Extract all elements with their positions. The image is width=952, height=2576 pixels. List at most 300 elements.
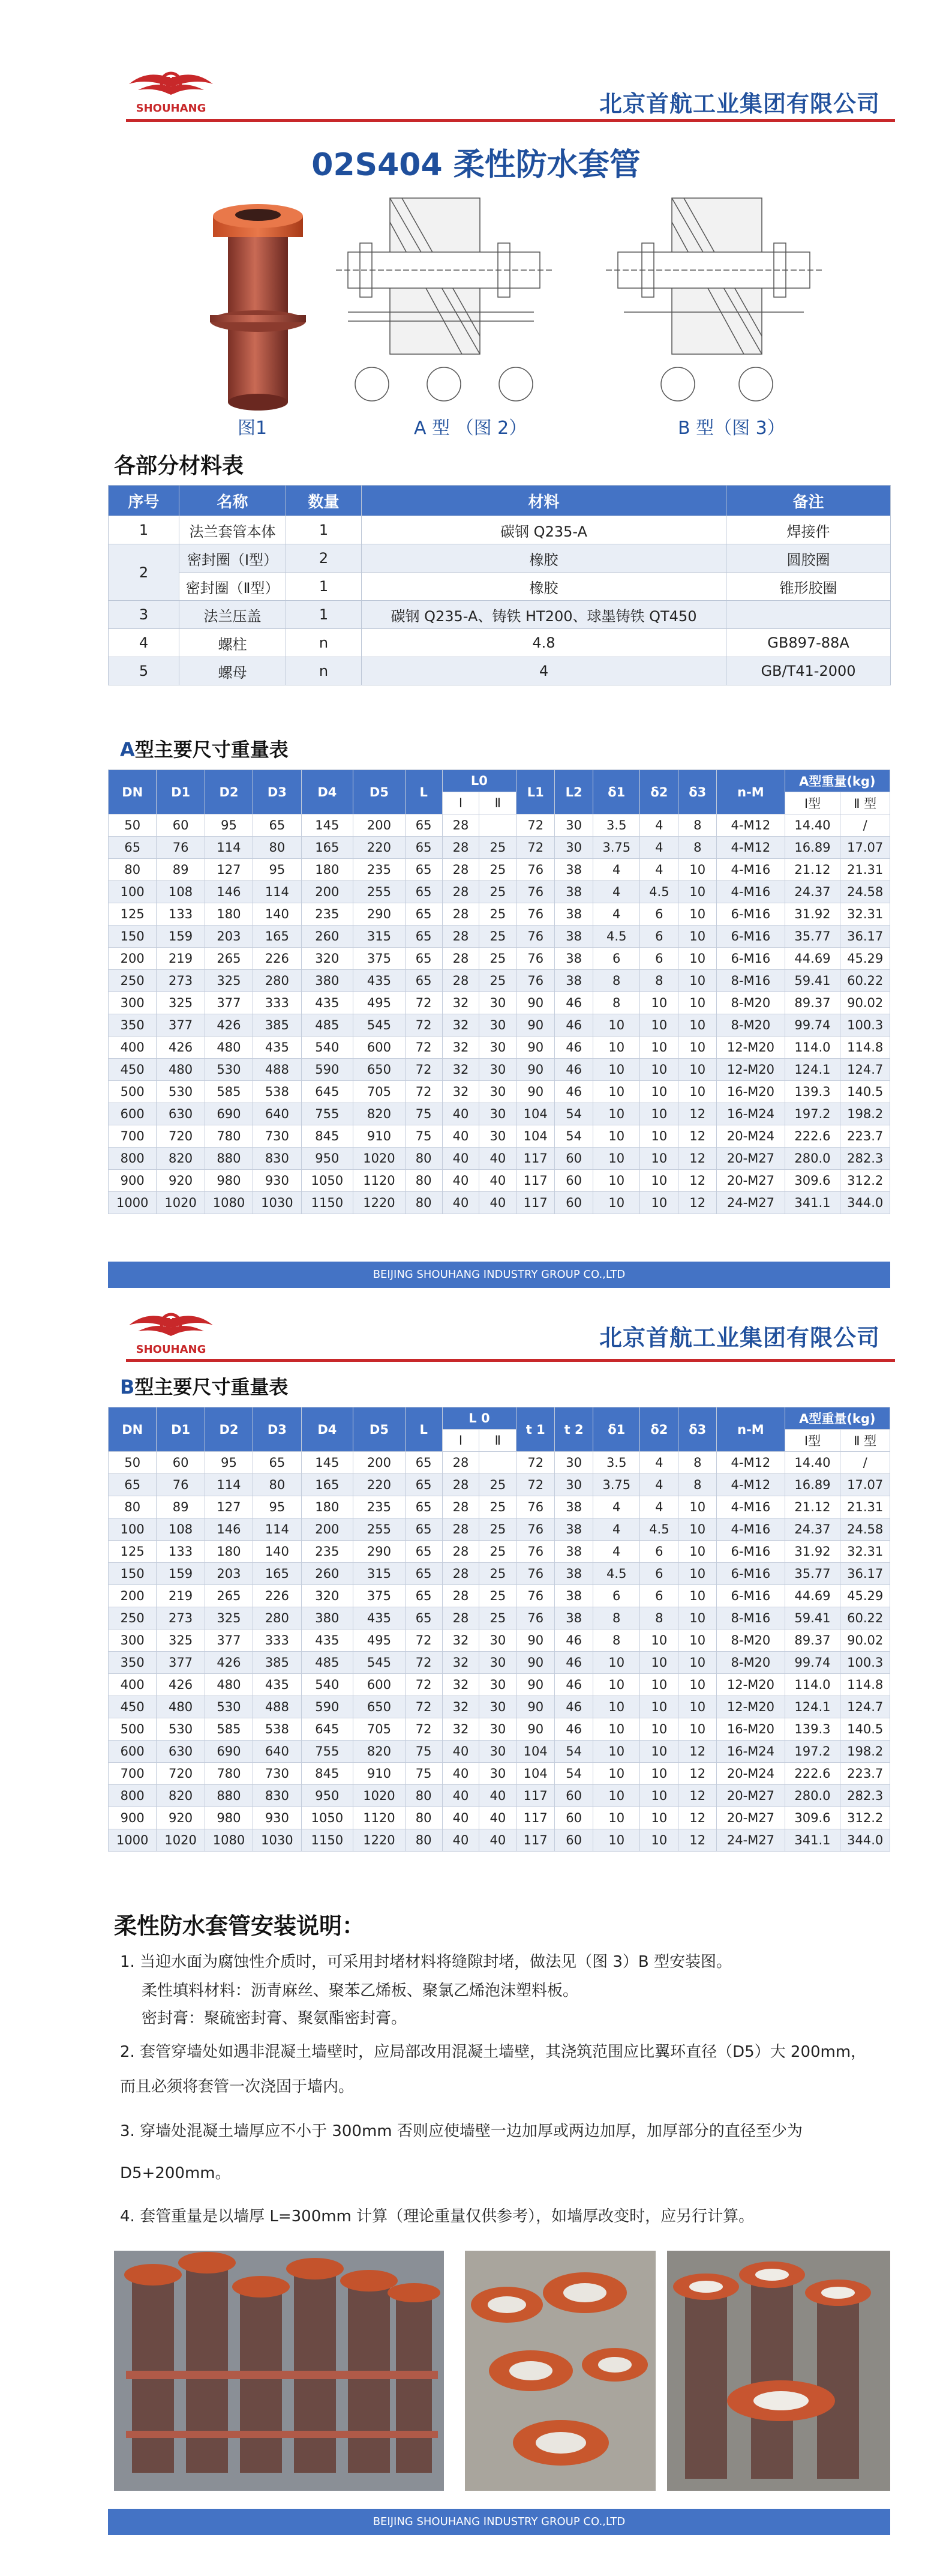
cell: 315 xyxy=(353,1563,406,1585)
cell: 133 xyxy=(157,1541,205,1563)
table-row xyxy=(109,814,890,837)
cell: 54 xyxy=(555,1741,593,1763)
cell: 350 xyxy=(109,1652,157,1674)
cell: 6 xyxy=(640,925,678,948)
cell: 426 xyxy=(157,1674,205,1696)
cell: 14.40 xyxy=(785,1452,840,1474)
cell: 75 xyxy=(405,1125,442,1148)
cell: 10 xyxy=(678,1696,717,1718)
cell: 585 xyxy=(205,1081,253,1103)
cell: 65 xyxy=(405,925,442,948)
cell: 485 xyxy=(301,1014,353,1037)
cell: 780 xyxy=(205,1125,253,1148)
cell: 10 xyxy=(640,1652,678,1674)
cell xyxy=(479,814,516,837)
cell: 8 xyxy=(593,970,640,992)
cell: 80 xyxy=(405,1148,442,1170)
cell: 46 xyxy=(555,1081,593,1103)
cell: 10 xyxy=(640,1807,678,1829)
cell: 80 xyxy=(405,1785,442,1807)
cell: 480 xyxy=(157,1059,205,1081)
col-header: L 0 xyxy=(442,1407,516,1430)
cell: 4-M12 xyxy=(717,1452,785,1474)
cell: 32 xyxy=(442,1037,479,1059)
cell: 910 xyxy=(353,1125,406,1148)
table-row xyxy=(109,1652,890,1674)
cell: 6 xyxy=(640,1563,678,1585)
cell: 1120 xyxy=(353,1170,406,1192)
cell: 80 xyxy=(405,1192,442,1214)
cell: 600 xyxy=(109,1741,157,1763)
cell: 203 xyxy=(205,925,253,948)
table-row xyxy=(109,1585,890,1607)
cell: 20-M24 xyxy=(717,1763,785,1785)
materials-table xyxy=(108,485,891,685)
col-subheader: Ⅰ xyxy=(442,792,479,814)
cell: 38 xyxy=(555,948,593,970)
cell: 10 xyxy=(593,1829,640,1852)
cell: 226 xyxy=(253,1585,301,1607)
cell: 10 xyxy=(593,1718,640,1741)
cell: 10 xyxy=(640,1059,678,1081)
cell: 600 xyxy=(353,1674,406,1696)
install-note-3-cont: D5+200mm。 xyxy=(120,2164,231,2182)
cell: 40 xyxy=(479,1785,516,1807)
cell: 36.17 xyxy=(840,1563,890,1585)
cell: 950 xyxy=(301,1148,353,1170)
cell: 72 xyxy=(405,1014,442,1037)
cell: 32.31 xyxy=(840,903,890,925)
cell: 8 xyxy=(678,1452,717,1474)
cell: 426 xyxy=(157,1037,205,1059)
cell: 38 xyxy=(555,903,593,925)
cell: 3.75 xyxy=(593,837,640,859)
install-note-3: 3. 穿墙处混凝土墙厚应不小于 300mm 否则应使墙壁一边加厚或两边加厚，加厚部分的直径至少为 xyxy=(120,2122,803,2140)
cell: 377 xyxy=(157,1014,205,1037)
cell: 28 xyxy=(442,837,479,859)
table-row xyxy=(109,970,890,992)
cell: 10 xyxy=(678,1607,717,1630)
cell: 65 xyxy=(109,1474,157,1496)
cell: 585 xyxy=(205,1718,253,1741)
cell: 16-M24 xyxy=(717,1741,785,1763)
cell: 46 xyxy=(555,1674,593,1696)
cell: 540 xyxy=(301,1674,353,1696)
cell: 980 xyxy=(205,1170,253,1192)
cell: 圆胶圈 xyxy=(726,544,891,573)
cell: 235 xyxy=(353,1496,406,1518)
cell: 10 xyxy=(593,1148,640,1170)
cell: 10 xyxy=(593,1652,640,1674)
cell: 435 xyxy=(301,1630,353,1652)
cell: 12 xyxy=(678,1192,717,1214)
cell: 16-M20 xyxy=(717,1718,785,1741)
cell: 341.1 xyxy=(785,1192,840,1214)
cell: 28 xyxy=(442,881,479,903)
cell: 250 xyxy=(109,1607,157,1630)
cell: 72 xyxy=(405,1630,442,1652)
cell: 10 xyxy=(678,1630,717,1652)
cell: 4 xyxy=(640,814,678,837)
cell: 32 xyxy=(442,1674,479,1696)
col-header: D3 xyxy=(253,1407,301,1452)
cell: 235 xyxy=(301,903,353,925)
cell: 645 xyxy=(301,1718,353,1741)
cell: 65 xyxy=(405,1607,442,1630)
cell: 40 xyxy=(479,1148,516,1170)
company-name: 北京首航工业集团有限公司 xyxy=(599,1325,880,1351)
cell: 8 xyxy=(678,1474,717,1496)
cell: 950 xyxy=(301,1785,353,1807)
cell: 40 xyxy=(479,1170,516,1192)
cell: 31.92 xyxy=(785,903,840,925)
cell: 28 xyxy=(442,970,479,992)
cell: 200 xyxy=(109,1585,157,1607)
cell: 140.5 xyxy=(840,1718,890,1741)
cell: 16-M24 xyxy=(717,1103,785,1125)
shouhang-logo xyxy=(123,1301,219,1361)
cell: n xyxy=(286,657,362,685)
cell: 65 xyxy=(405,1541,442,1563)
col-header: D2 xyxy=(205,770,253,814)
cell: 24.37 xyxy=(785,881,840,903)
cell: 4 xyxy=(109,629,179,657)
cell: 25 xyxy=(479,1518,516,1541)
cell: 260 xyxy=(301,925,353,948)
cell: 145 xyxy=(301,814,353,837)
cell: 100.3 xyxy=(840,1652,890,1674)
cell: 250 xyxy=(109,970,157,992)
cell: 54 xyxy=(555,1125,593,1148)
footer-bar-2: BEIJING SHOUHANG INDUSTRY GROUP CO.,LTD xyxy=(108,2509,890,2535)
cell: 10 xyxy=(678,1014,717,1037)
cell: 377 xyxy=(157,1652,205,1674)
cell: 730 xyxy=(253,1763,301,1785)
col-subheader: Ⅰ型 xyxy=(785,1430,840,1452)
col-header: D1 xyxy=(157,1407,205,1452)
cell: 25 xyxy=(479,1585,516,1607)
cell: / xyxy=(840,1452,890,1474)
cell: 65 xyxy=(405,1496,442,1518)
cell: 21.31 xyxy=(840,859,890,881)
cell: 320 xyxy=(301,948,353,970)
cell: 25 xyxy=(479,881,516,903)
cell: 1080 xyxy=(205,1829,253,1852)
shouhang-logo xyxy=(123,60,219,120)
cell: 10 xyxy=(593,1103,640,1125)
cell: 65 xyxy=(405,814,442,837)
cell: 4 xyxy=(593,859,640,881)
cell: 12-M20 xyxy=(717,1059,785,1081)
cell: 180 xyxy=(301,859,353,881)
table-row xyxy=(109,1696,890,1718)
col-header: 材料 xyxy=(362,486,726,516)
cell: 114 xyxy=(205,1474,253,1496)
table-a xyxy=(108,769,890,1214)
cell: 485 xyxy=(301,1652,353,1674)
install-heading: 柔性防水套管安装说明： xyxy=(114,1913,365,1939)
cell: 820 xyxy=(353,1103,406,1125)
cell: 24-M27 xyxy=(717,1192,785,1214)
col-header: L1 xyxy=(516,770,555,814)
cell: 4-M16 xyxy=(717,859,785,881)
cell: 5 xyxy=(109,657,179,685)
cell: 325 xyxy=(205,970,253,992)
table-row xyxy=(109,516,891,544)
cell: 10 xyxy=(593,1192,640,1214)
cell: 830 xyxy=(253,1785,301,1807)
cell: 117 xyxy=(516,1807,555,1829)
cell: 223.7 xyxy=(840,1125,890,1148)
cell: 25 xyxy=(479,903,516,925)
cell: 65 xyxy=(405,948,442,970)
header-1 xyxy=(0,0,952,138)
install-note-4: 4. 套管重量是以墙厚 L=300mm 计算（理论重量仅供参考），如墙厚改变时，应另行计算。 xyxy=(120,2207,755,2225)
cell: 90.02 xyxy=(840,992,890,1014)
cell: 12 xyxy=(678,1807,717,1829)
cell: 8-M20 xyxy=(717,1630,785,1652)
install-note-2: 2. 套管穿墙处如遇非混凝土墙壁时，应局部改用混凝土墙壁，其浇筑范围应比翼环直径（D5）大 200mm， xyxy=(120,2043,867,2061)
cell: 780 xyxy=(205,1763,253,1785)
cell: 4-M12 xyxy=(717,814,785,837)
table-row xyxy=(109,948,890,970)
cell: 60 xyxy=(157,1452,205,1474)
cell: 38 xyxy=(555,881,593,903)
cell: 95 xyxy=(205,1452,253,1474)
table-row xyxy=(109,1170,890,1192)
cell: n xyxy=(286,629,362,657)
cell: 4 xyxy=(640,1452,678,1474)
cell: 4.5 xyxy=(640,1518,678,1541)
cell: 90 xyxy=(516,1674,555,1696)
col-header: δ2 xyxy=(640,770,678,814)
cell: 333 xyxy=(253,992,301,1014)
cell: 30 xyxy=(479,1696,516,1718)
cell: 12-M20 xyxy=(717,1037,785,1059)
cell: 38 xyxy=(555,1585,593,1607)
cell: 90 xyxy=(516,1014,555,1037)
cell: 28 xyxy=(442,1585,479,1607)
cell: 10 xyxy=(678,970,717,992)
cell: 117 xyxy=(516,1785,555,1807)
cell: 235 xyxy=(301,1541,353,1563)
cell: 312.2 xyxy=(840,1807,890,1829)
table-row xyxy=(109,629,891,657)
cell: 200 xyxy=(301,1518,353,1541)
cell: 8-M20 xyxy=(717,992,785,1014)
cell: 200 xyxy=(353,1452,406,1474)
cell: 30 xyxy=(555,1474,593,1496)
col-header: D4 xyxy=(301,770,353,814)
cell: 705 xyxy=(353,1081,406,1103)
cell: 25 xyxy=(479,1541,516,1563)
cell: 40 xyxy=(479,1807,516,1829)
cell: 20-M27 xyxy=(717,1148,785,1170)
cell: 76 xyxy=(516,925,555,948)
cell: 8-M16 xyxy=(717,970,785,992)
cell: 375 xyxy=(353,1585,406,1607)
cell: 124.1 xyxy=(785,1059,840,1081)
cell: 4-M16 xyxy=(717,881,785,903)
cell: 80 xyxy=(405,1807,442,1829)
cell: 2 xyxy=(286,544,362,573)
cell: 75 xyxy=(405,1741,442,1763)
cell: 540 xyxy=(301,1037,353,1059)
cell: 1 xyxy=(286,601,362,629)
table-row xyxy=(109,1785,890,1807)
col-subheader: Ⅰ xyxy=(442,1430,479,1452)
cell: 橡胶 xyxy=(362,573,726,601)
cell: 60.22 xyxy=(840,970,890,992)
cell: 6 xyxy=(593,1585,640,1607)
cell: 800 xyxy=(109,1785,157,1807)
cell: 16-M20 xyxy=(717,1081,785,1103)
table-row xyxy=(109,1125,890,1148)
cell: 1150 xyxy=(301,1192,353,1214)
col-header: n-M xyxy=(717,1407,785,1452)
cell: 20-M27 xyxy=(717,1785,785,1807)
cell: 碳钢 Q235-A、铸铁 HT200、球墨铸铁 QT450 xyxy=(362,601,726,629)
cell: 65 xyxy=(405,859,442,881)
cell: 76 xyxy=(516,970,555,992)
cell: 8 xyxy=(640,970,678,992)
cell: 920 xyxy=(157,1807,205,1829)
cell: 600 xyxy=(109,1103,157,1125)
col-subheader: Ⅱ 型 xyxy=(840,792,890,814)
cell: 830 xyxy=(253,1148,301,1170)
col-subheader: Ⅱ xyxy=(479,1430,516,1452)
cell: 400 xyxy=(109,1037,157,1059)
cell: 690 xyxy=(205,1741,253,1763)
cell: 21.12 xyxy=(785,1496,840,1518)
cell: 104 xyxy=(516,1741,555,1763)
cell: 72 xyxy=(516,1452,555,1474)
cell: 4 xyxy=(640,837,678,859)
cell: 72 xyxy=(516,814,555,837)
cell: 165 xyxy=(301,837,353,859)
cell: 530 xyxy=(205,1059,253,1081)
table-row xyxy=(109,903,890,925)
cell: 95 xyxy=(253,1496,301,1518)
cell: 280.0 xyxy=(785,1785,840,1807)
cell: 114 xyxy=(205,837,253,859)
cell: 800 xyxy=(109,1148,157,1170)
cell: 108 xyxy=(157,881,205,903)
col-header: t 1 xyxy=(516,1407,555,1452)
cell: 10 xyxy=(640,1829,678,1852)
cell: 10 xyxy=(593,1674,640,1696)
cell: 114.8 xyxy=(840,1037,890,1059)
cell: 220 xyxy=(353,1474,406,1496)
cell: 300 xyxy=(109,1630,157,1652)
figure-1-caption: 图1 xyxy=(238,418,268,439)
cell: 145 xyxy=(301,1452,353,1474)
cell: 32 xyxy=(442,1696,479,1718)
cell: 10 xyxy=(593,1037,640,1059)
cell: 10 xyxy=(678,1674,717,1696)
cell: 65 xyxy=(405,1452,442,1474)
table-row xyxy=(109,1148,890,1170)
cell: 8 xyxy=(678,837,717,859)
cell: 20-M27 xyxy=(717,1807,785,1829)
table-row xyxy=(109,657,891,685)
cell: 16.89 xyxy=(785,837,840,859)
cell: 28 xyxy=(442,859,479,881)
table-b xyxy=(108,1407,890,1852)
cell: 450 xyxy=(109,1696,157,1718)
cell: 114.8 xyxy=(840,1674,890,1696)
cell: 3.5 xyxy=(593,814,640,837)
cell: 24.58 xyxy=(840,881,890,903)
cell: 10 xyxy=(678,1081,717,1103)
cell: 820 xyxy=(353,1741,406,1763)
cell: 1 xyxy=(286,516,362,544)
cell: 1020 xyxy=(157,1829,205,1852)
cell: 46 xyxy=(555,1696,593,1718)
cell: 4 xyxy=(593,881,640,903)
cell: 435 xyxy=(301,992,353,1014)
cell: 80 xyxy=(405,1170,442,1192)
cell: 65 xyxy=(405,1518,442,1541)
cell: 38 xyxy=(555,1541,593,1563)
table-a-heading xyxy=(120,735,289,762)
cell: 165 xyxy=(253,925,301,948)
product-photo-2 xyxy=(465,2251,656,2491)
cell: 30 xyxy=(479,1674,516,1696)
cell: 1220 xyxy=(353,1829,406,1852)
col-subheader: Ⅱ xyxy=(479,792,516,814)
cell: 4-M16 xyxy=(717,1496,785,1518)
cell: 400 xyxy=(109,1674,157,1696)
cell: 76 xyxy=(516,881,555,903)
install-note-1-fill: 柔性填料材料：沥青麻丝、聚苯乙烯板、聚氯乙烯泡沫塑料板。 xyxy=(142,1982,579,2000)
header-divider xyxy=(126,1359,895,1362)
cell: 25 xyxy=(479,1474,516,1496)
cell: 930 xyxy=(253,1807,301,1829)
cell: 435 xyxy=(253,1674,301,1696)
cell: 630 xyxy=(157,1741,205,1763)
cell: 4-M16 xyxy=(717,1518,785,1541)
materials-heading: 各部分材料表 xyxy=(114,454,244,478)
cell: 40 xyxy=(442,1807,479,1829)
cell: 60 xyxy=(555,1148,593,1170)
cell: 1220 xyxy=(353,1192,406,1214)
cell: 法兰套管本体 xyxy=(179,516,286,544)
cell: 65 xyxy=(405,903,442,925)
cell: 31.92 xyxy=(785,1541,840,1563)
cell: 12-M20 xyxy=(717,1674,785,1696)
col-header: DN xyxy=(109,770,157,814)
cell: 10 xyxy=(593,1081,640,1103)
cell: 6 xyxy=(640,948,678,970)
cell: 117 xyxy=(516,1192,555,1214)
cell: 6-M16 xyxy=(717,1541,785,1563)
cell: 28 xyxy=(442,1452,479,1474)
cell: 10 xyxy=(640,1630,678,1652)
cell: 705 xyxy=(353,1718,406,1741)
cell: 24.37 xyxy=(785,1518,840,1541)
col-header: A型重量(kg) xyxy=(785,770,890,792)
cell: 4.8 xyxy=(362,629,726,657)
cell: 640 xyxy=(253,1103,301,1125)
table-row xyxy=(109,601,891,629)
col-header: D5 xyxy=(353,1407,406,1452)
cell: 10 xyxy=(678,881,717,903)
cell: 645 xyxy=(301,1081,353,1103)
cell: 320 xyxy=(301,1585,353,1607)
table-a-heading-prefix: A xyxy=(120,738,135,761)
cell: 28 xyxy=(442,1518,479,1541)
